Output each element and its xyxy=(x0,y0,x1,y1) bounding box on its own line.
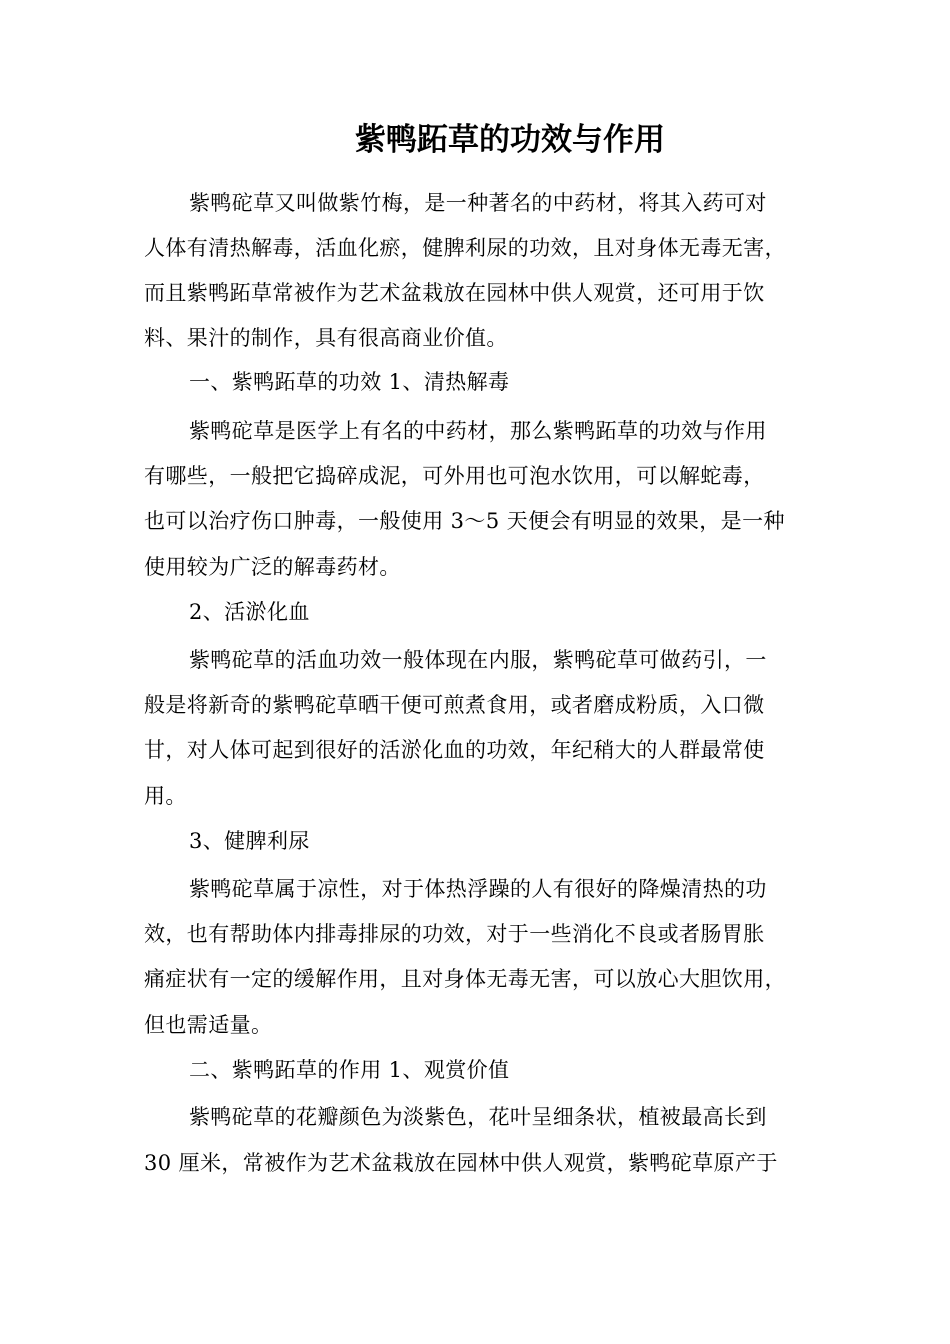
section-heading: 二、紫鸭跖草的作用 1、观赏价值 xyxy=(189,1058,510,1082)
paragraph-line: 紫鸭砣草属于凉性，对于体热浮躁的人有很好的降燥清热的功 xyxy=(189,877,767,901)
paragraph-line: 人体有清热解毒，活血化瘀，健脾利尿的功效，且对身体无毒无害， xyxy=(144,236,786,260)
section-heading: 3、健脾利尿 xyxy=(189,829,310,853)
paragraph-line: 效，也有帮助体内排毒排尿的功效，对于一些消化不良或者肠胃胀 xyxy=(144,922,765,946)
paragraph-line: 紫鸭砣草又叫做紫竹梅，是一种著名的中药材，将其入药可对 xyxy=(189,191,767,215)
paragraph-line: 有哪些，一般把它捣碎成泥，可外用也可泡水饮用，可以解蛇毒， xyxy=(144,464,765,488)
paragraph-line: 痛症状有一定的缓解作用，且对身体无毒无害，可以放心大胆饮用， xyxy=(144,967,786,991)
paragraph-line: 使用较为广泛的解毒药材。 xyxy=(144,555,401,579)
paragraph-line: 30 厘米，常被作为艺术盆栽放在园林中供人观赏，紫鸭砣草原产于 xyxy=(144,1151,778,1175)
paragraph-line: 也可以治疗伤口肿毒，一般使用 3～5 天便会有明显的效果，是一种 xyxy=(144,509,785,533)
document-title: 紫鸭跖草的功效与作用 xyxy=(355,122,665,158)
paragraph-line: 用。 xyxy=(144,784,187,808)
paragraph-line: 甘，对人体可起到很好的活淤化血的功效，年纪稍大的人群最常使 xyxy=(144,738,765,762)
paragraph-line: 紫鸭砣草是医学上有名的中药材，那么紫鸭跖草的功效与作用 xyxy=(189,419,767,443)
section-heading: 2、活淤化血 xyxy=(189,600,310,624)
paragraph-line: 料、果汁的制作，具有很高商业价值。 xyxy=(144,326,508,350)
paragraph-line: 但也需适量。 xyxy=(144,1013,273,1037)
section-heading: 一、紫鸭跖草的功效 1、清热解毒 xyxy=(189,370,510,394)
paragraph-line: 紫鸭砣草的花瓣颜色为淡紫色，花叶呈细条状，植被最高长到 xyxy=(189,1105,767,1129)
paragraph-line: 而且紫鸭跖草常被作为艺术盆栽放在园林中供人观赏，还可用于饮 xyxy=(144,281,765,305)
paragraph-line: 般是将新奇的紫鸭砣草晒干便可煎煮食用，或者磨成粉质，入口微 xyxy=(144,693,765,717)
paragraph-line: 紫鸭砣草的活血功效一般体现在内服，紫鸭砣草可做药引，一 xyxy=(189,648,767,672)
